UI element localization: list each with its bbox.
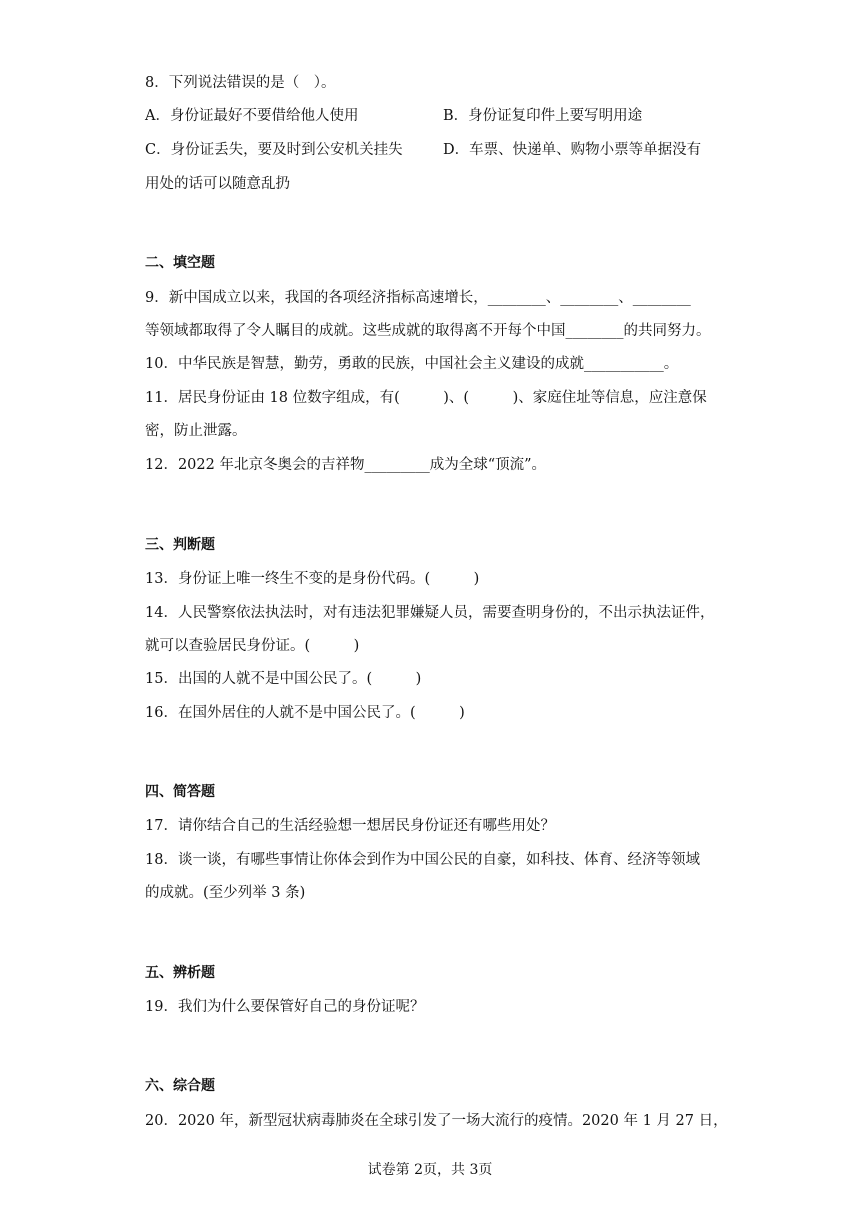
q19: 19．我们为什么要保管好自己的身份证呢？	[145, 999, 425, 1015]
q8-option-a: A．身份证最好不要借给他人使用	[145, 108, 359, 124]
q10: 10．中华民族是智慧，勤劳，勇敢的民族，中国社会主义建设的成就___________。	[145, 356, 679, 372]
q16: 16．在国外居住的人就不是中国公民了。( )	[145, 705, 465, 721]
q14-line-1: 14．人民警察依法执法时，对有违法犯罪嫌疑人员，需要查明身份的，不出示执法证件，	[145, 605, 715, 621]
q20-line-1: 20．2020 年，新型冠状病毒肺炎在全球引发了一场大流行的疫情。2020 年 1 月 27 日，	[145, 1113, 728, 1129]
q8-option-c: C．身份证丢失，要及时到公安机关挂失	[145, 142, 403, 158]
q12: 12．2022 年北京冬奥会的吉祥物_________成为全球“顶流”。	[145, 457, 547, 473]
q8-option-d: D．车票、快递单、购物小票等单据没有	[443, 142, 702, 158]
section-4-heading: 四、简答题	[145, 784, 215, 800]
page-footer: 试卷第 2页，共 3页	[367, 1162, 493, 1178]
q8-option-b: B．身份证复印件上要写明用途	[443, 108, 643, 124]
section-3-heading: 三、判断题	[145, 537, 215, 553]
q9-line-1: 9．新中国成立以来，我国的各项经济指标高速增长，________、________、________	[145, 290, 691, 306]
q11-line-2: 密，防止泄露。	[145, 423, 247, 439]
q8-option-d-continued: 用处的话可以随意乱扔	[145, 176, 290, 192]
q14-line-2: 就可以查验居民身份证。( )	[145, 638, 360, 654]
q8-stem: 8．下列说法错误的是（ ）。	[145, 75, 336, 91]
section-2-heading: 二、填空题	[145, 255, 215, 271]
q18-line-2: 的成就。(至少列举 3 条)	[145, 885, 306, 901]
q15: 15．出国的人就不是中国公民了。( )	[145, 671, 422, 687]
q18-line-1: 18．谈一谈，有哪些事情让你体会到作为中国公民的自豪，如科技、体育、经济等领域	[145, 852, 700, 868]
q9-line-2: 等领域都取得了令人瞩目的成就。这些成就的取得离不开每个中国________的共同努力。	[145, 323, 711, 339]
q17: 17．请你结合自己的生活经验想一想居民身份证还有哪些用处？	[145, 818, 555, 834]
q13: 13．身份证上唯一终生不变的是身份代码。( )	[145, 571, 480, 587]
q11-line-1: 11．居民身份证由 18 位数字组成，有( )、( )、家庭住址等信息，应注意保	[145, 390, 707, 406]
section-6-heading: 六、综合题	[145, 1078, 215, 1094]
section-5-heading: 五、辨析题	[145, 965, 215, 981]
